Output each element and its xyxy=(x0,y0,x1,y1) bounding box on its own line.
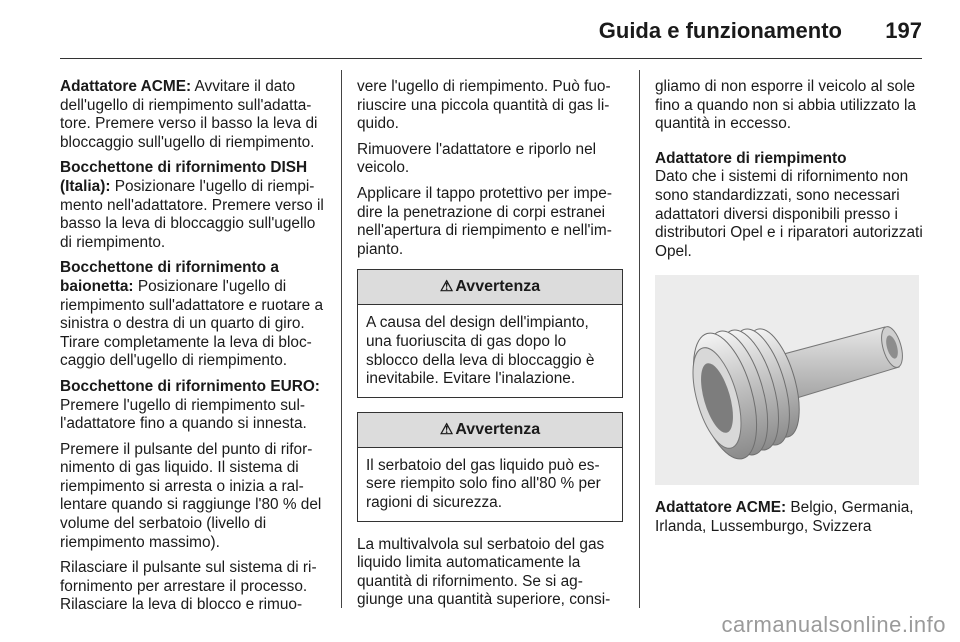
column-divider xyxy=(639,70,640,608)
page-header xyxy=(60,14,922,59)
paragraph-acme: Adattatore ACME: Avvitare il dato dell'ugello di riempimento sull'adattatore. Premere verso il basso la leva di bloccaggio sull'ugello di riempimento. xyxy=(60,78,318,151)
page-number: 197 xyxy=(885,18,922,43)
column-3 xyxy=(655,78,923,544)
warning-box xyxy=(357,269,623,397)
paragraph: Rimuovere l'adattatore e riporlo nel veicolo. xyxy=(357,140,597,177)
paragraph: vere l'ugello di riempimento. Può fuoriuscire una piccola quantità di gas liquido. xyxy=(357,78,611,133)
column-divider xyxy=(341,70,342,608)
paragraph-dish: Bocchettone di rifornimento DISH (Italia): Posizionare l'ugello di riempimento nell'adattatore. Premere verso il basso la leva di bloccaggio sull'ugello di riempimento. xyxy=(60,159,324,251)
paragraph: La multivalvola sul serbatoio del gas liquido limita automaticamente la quantità di rifornimento. Se si aggiunge una quantità superiore, consi- xyxy=(357,535,611,609)
warning-header xyxy=(358,270,622,305)
paragraph-release-button: Rilasciare il pulsante sul sistema di rifornimento per arrestare il processo. Rilasciare la leva di blocco e rimuo- xyxy=(60,559,317,614)
paragraph: Applicare il tappo protettivo per impedire la penetrazione di corpi estranei nell'apertura di riempimento e nell'impianto. xyxy=(357,184,612,258)
column-2 xyxy=(357,78,623,617)
paragraph-bayonet: Bocchettone di rifornimento a baionetta: Posizionare l'ugello di riempimento sull'adattatore e ruotare a sinistra o destra di un quarto di giro. Tirare completamente la leva di bloccaggio dell'ugello di riempimento. xyxy=(60,259,324,370)
figure-caption: Adattatore ACME: Belgio, Germania, Irlanda, Lussemburgo, Svizzera xyxy=(655,499,914,535)
watermark: carmanualsonline.info xyxy=(721,612,946,637)
paragraph: Dato che i sistemi di rifornimento non sono standardizzati, sono necessari adattatori diversi disponibili presso i distributori Opel e i riparatori autorizzati Opel. xyxy=(655,168,923,260)
warning-title: Avvertenza xyxy=(455,420,541,438)
column-1 xyxy=(60,78,326,622)
adapter-illustration xyxy=(655,275,919,485)
warning-header xyxy=(358,413,622,448)
paragraph: gliamo di non esporre il veicolo al sole fino a quando non si abbia utilizzato la quantità in eccesso. xyxy=(655,78,916,133)
paragraph-press-button: Premere il pulsante del punto di rifornimento di gas liquido. Il sistema di riempimento si arresta o inizia a rallentare quando si raggiunge l'80 % del volume del serbatoio (livello di riempimento massimo). xyxy=(60,440,322,551)
warning-text: Il serbatoio del gas liquido può essere riempito solo fino all'80 % per ragioni di sicurezza. xyxy=(366,456,601,511)
acme-adapter-icon xyxy=(655,275,919,485)
warning-title: Avvertenza xyxy=(455,278,541,296)
warning-text: A causa del design dell'impianto, una fuoriuscita di gas dopo lo sblocco della leva di bloccaggio è inevitabile. Evitare l'inalazione. xyxy=(366,314,595,388)
warning-box xyxy=(357,412,623,522)
section-title: Guida e funzionamento xyxy=(598,18,842,43)
warning-triangle-icon: ⚠ xyxy=(439,278,454,296)
subheading: Adattatore di riempimento xyxy=(655,149,847,167)
warning-triangle-icon: ⚠ xyxy=(439,420,454,438)
paragraph-euro: Bocchettone di rifornimento EURO: Premere l'ugello di riempimento sull'adattatore fino a quando si innesta. xyxy=(60,377,320,433)
